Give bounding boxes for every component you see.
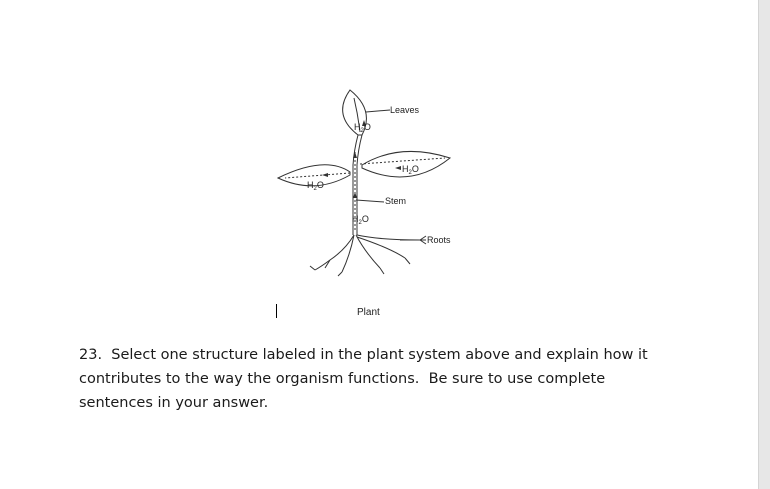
- root-4: [357, 235, 420, 240]
- water-label-right: $H_2O$: [402, 164, 419, 176]
- water-label-top: $H_2O$: [354, 122, 371, 134]
- root-5: [357, 237, 405, 258]
- text-cursor: [276, 304, 277, 318]
- plant-diagram-svg: [270, 80, 470, 280]
- leaves-leader: [366, 110, 390, 112]
- question-line-3: sentences in your answer.: [79, 395, 269, 411]
- water-label-stem: $H_2O$: [352, 214, 369, 226]
- root-2: [342, 235, 354, 272]
- root-1: [315, 235, 354, 270]
- question-23: [79, 343, 679, 415]
- arrow-right-leaf: [395, 166, 401, 170]
- root-tips: [310, 236, 426, 276]
- document-scroll-gutter: [758, 0, 770, 489]
- water-label-left: $H_2O$: [307, 180, 324, 192]
- stem-leader: [356, 200, 384, 202]
- question-line-1: 23. Select one structure labeled in the plant system above and explain how it: [79, 347, 648, 363]
- arrow-left-leaf: [322, 173, 328, 177]
- left-leaf-vein: [285, 173, 350, 178]
- arrow-up-lower: [353, 192, 357, 198]
- figure-caption: Plant: [357, 307, 380, 318]
- question-line-2: contributes to the way the organism functions. Be sure to use complete: [79, 371, 606, 387]
- root-3: [356, 235, 380, 268]
- plant-diagram: [270, 80, 470, 280]
- label-roots: Roots: [427, 235, 451, 245]
- label-stem: Stem: [385, 196, 407, 206]
- label-leaves: Leaves: [390, 105, 420, 115]
